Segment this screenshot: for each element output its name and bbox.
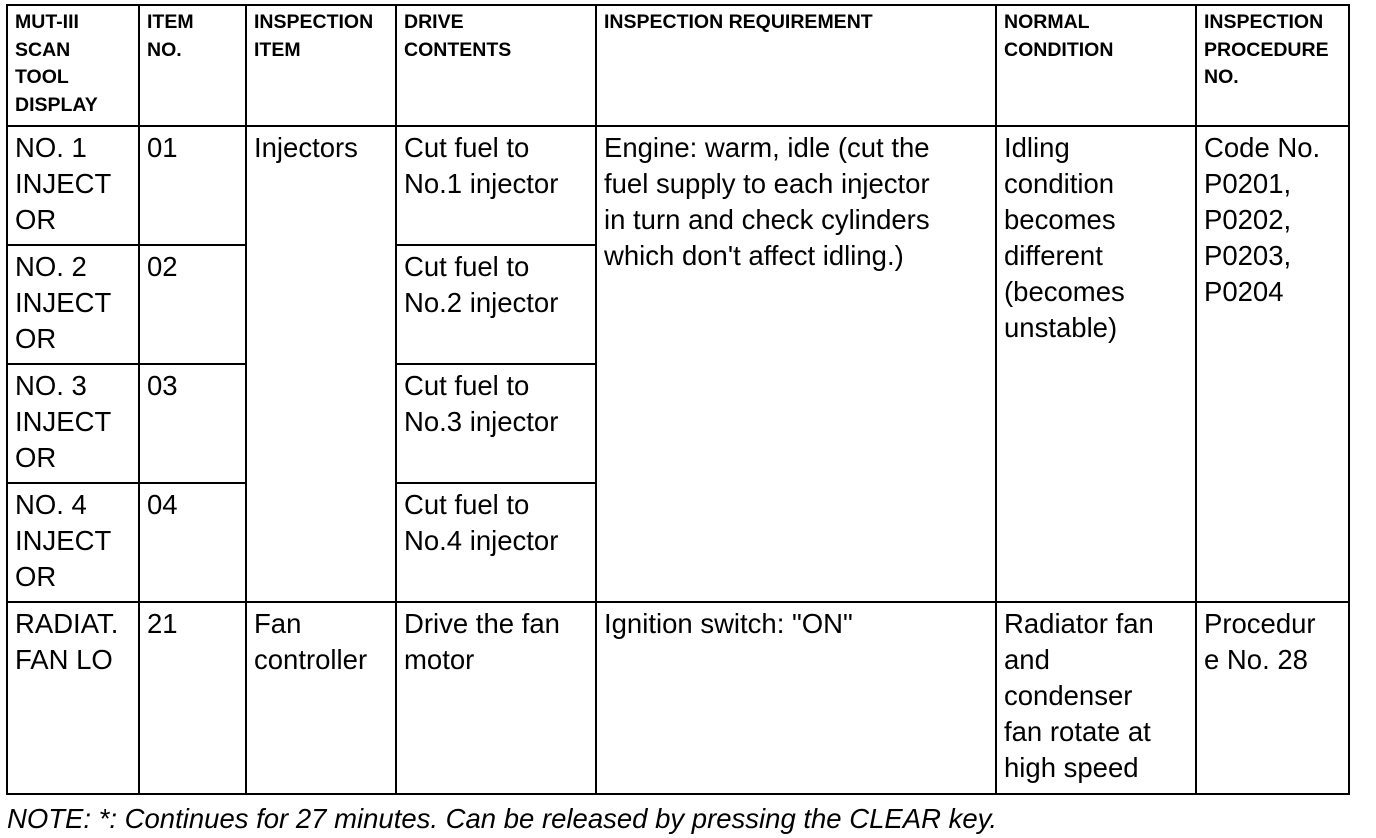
drive-contents-cell: Cut fuel to No.1 injector [396, 126, 596, 245]
table-row [7, 126, 1349, 245]
display-cell: NO. 4 INJECT OR [7, 483, 139, 602]
inspection-requirement-cell: Ignition switch: "ON" [596, 602, 996, 794]
drive-contents-cell: Cut fuel to No.4 injector [396, 483, 596, 602]
header-inspection-procedure-no: INSPECTION PROCEDURE NO. [1196, 5, 1349, 126]
inspection-requirement-cell: Engine: warm, idle (cut the fuel supply to each injector in turn and check cylinders which don't affect idling.) [596, 126, 996, 602]
display-cell: NO. 2 INJECT OR [7, 245, 139, 364]
header-normal-condition: NORMAL CONDITION [996, 5, 1196, 126]
display-cell: NO. 1 INJECT OR [7, 126, 139, 245]
inspection-item-cell: Fan controller [246, 602, 396, 794]
item-no-cell: 03 [139, 364, 246, 483]
drive-contents-cell: Drive the fan motor [396, 602, 596, 794]
header-item-no: ITEM NO. [139, 5, 246, 126]
inspection-item-cell: Injectors [246, 126, 396, 602]
display-cell: NO. 3 INJECT OR [7, 364, 139, 483]
header-scan-tool-display: MUT-III SCAN TOOL DISPLAY [7, 5, 139, 126]
actuator-test-table [6, 4, 1350, 795]
item-no-cell: 21 [139, 602, 246, 794]
header-row [7, 5, 1349, 126]
drive-contents-cell: Cut fuel to No.3 injector [396, 364, 596, 483]
item-no-cell: 02 [139, 245, 246, 364]
procedure-no-cell: Code No. P0201, P0202, P0203, P0204 [1196, 126, 1349, 602]
table-row [7, 602, 1349, 794]
display-cell: RADIAT. FAN LO [7, 602, 139, 794]
header-drive-contents: DRIVE CONTENTS [396, 5, 596, 126]
item-no-cell: 04 [139, 483, 246, 602]
drive-contents-cell: Cut fuel to No.2 injector [396, 245, 596, 364]
header-inspection-item: INSPECTION ITEM [246, 5, 396, 126]
item-no-cell: 01 [139, 126, 246, 245]
procedure-no-cell: Procedur e No. 28 [1196, 602, 1349, 794]
normal-condition-cell: Radiator fan and condenser fan rotate at high speed [996, 602, 1196, 794]
header-inspection-requirement: INSPECTION REQUIREMENT [596, 5, 996, 126]
footnote: NOTE: *: Continues for 27 minutes. Can be released by pressing the CLEAR key. [7, 803, 997, 834]
normal-condition-cell: Idling condition becomes different (becomes unstable) [996, 126, 1196, 602]
